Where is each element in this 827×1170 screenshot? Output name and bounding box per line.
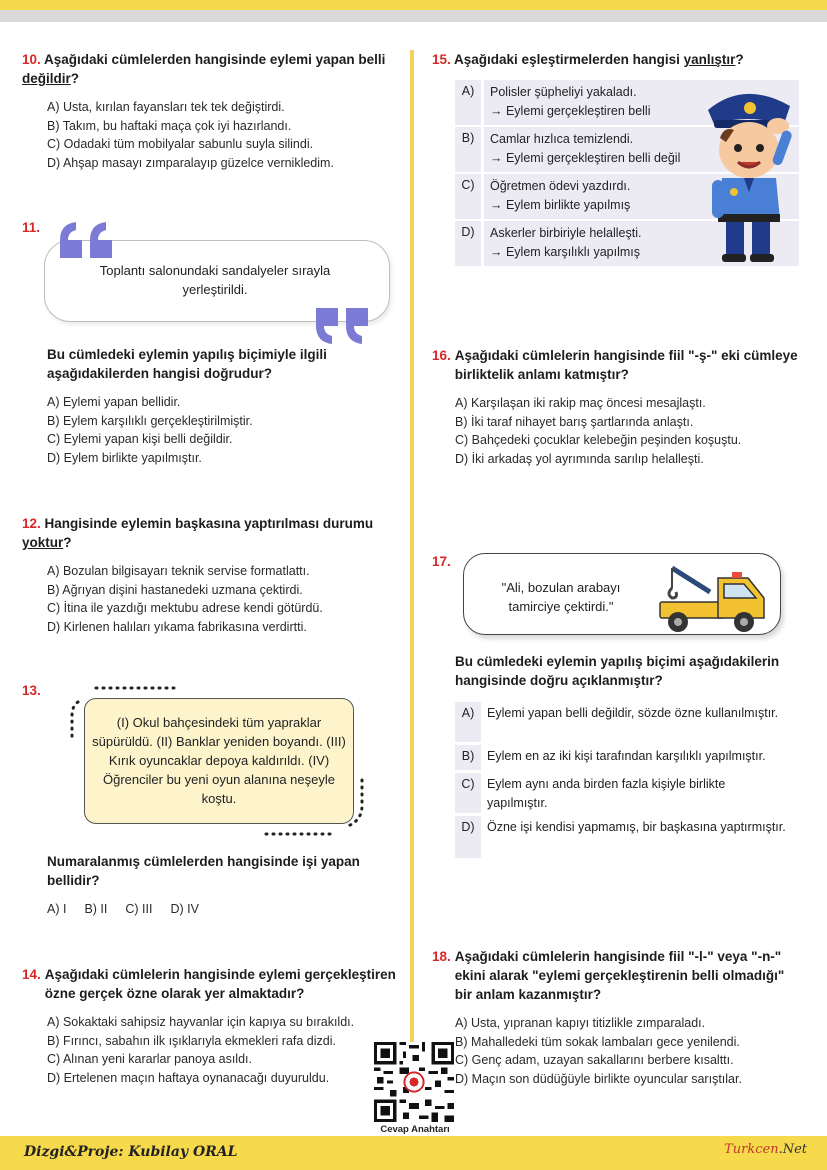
question-12-stem: 12. Hangisinde eylemin başkasına yaptırılması durumu yoktur? (22, 516, 374, 550)
option-label: D) (455, 816, 481, 858)
quote-text: Toplantı salonundaki sandalyeler sırayla yerleştirildi. (99, 263, 331, 297)
answer-table (455, 702, 795, 861)
option-b: B) Mahalledeki tüm sokak lambaları gece yenilendi. (455, 1034, 740, 1049)
option-a: A) Karşılaşan iki rakip maç öncesi mesajlaştı. (455, 396, 706, 410)
option-c: C) III (125, 902, 153, 916)
option-label: C) (455, 773, 481, 813)
option-label: D) (455, 221, 481, 266)
qr-code-icon[interactable] (374, 1042, 454, 1122)
brand-logo: Turkcen.Net (724, 1142, 807, 1157)
question-16 (432, 346, 800, 468)
option-label: A) (455, 702, 481, 742)
question-17-stem: Bu cümledeki eylemin yapılış biçimi aşağıdakilerin hangisinde doğru açıklanmıştır? (455, 654, 780, 688)
question-15 (432, 50, 802, 69)
option-body: Askerler birbiriyle helalleşti. → Eylem karşılıklı yapılmış (484, 221, 799, 266)
question-number: 10. (22, 52, 41, 67)
question-15-stem: 15. Aşağıdaki eşleştirmelerden hangisi yanlıştır? (432, 52, 744, 67)
close-quote-icon (314, 306, 374, 346)
tow-truck-icon (652, 558, 774, 636)
question-17-number-wrap (432, 554, 451, 569)
question-number: 18. (432, 949, 451, 964)
question-10 (22, 50, 392, 172)
option-body: Eylemi yapan belli değildir, sözde özne kullanılmıştır. (487, 706, 779, 720)
option-b: B) Ağrıyan dişini hastanedeki uzmana çektirdi. (47, 582, 303, 597)
numbered-sentences-text: (I) Okul bahçesindeki tüm yapraklar süpürüldü. (II) Banklar yeniden boyandı. (III) Kırık oyuncaklar depoya kaldırıldı. (IV) Öğrenciler bu yeni oyun alanına neşeyle koştu. (92, 715, 346, 806)
option-b: B) Fırıncı, sabahın ilk ışıklarıyla ekmekleri rafa dizdi. (47, 1033, 336, 1048)
question-13-stem: Numaralanmış cümlelerden hangisinde işi yapan bellidir? (47, 854, 360, 888)
option-c: C) Genç adam, uzayan sakallarını berbere kısalttı. (455, 1053, 734, 1067)
question-13 (47, 852, 397, 919)
answer-row (455, 816, 795, 858)
option-body: Camlar hızlıca temizlendi. → Eylemi gerçekleştiren belli değil (484, 127, 799, 172)
answer-row (455, 745, 795, 770)
question-10-stem: 10. Aşağıdaki cümlelerden hangisinde eylemi yapan belli değildir? (22, 52, 386, 86)
option-a: A) I (47, 902, 67, 916)
option-d: D) Ahşap masayı zımparalayıp güzelce vernikledim. (47, 155, 334, 170)
option-d: D) IV (170, 902, 199, 916)
option-body: Eylem en az iki kişi tarafından karşılıklı yapılmıştır. (487, 749, 766, 763)
option-body: Öğretmen ödevi yazdırdı. → Eylem birlikte yapılmış (484, 174, 799, 219)
option-b: B) Eylem karşılıklı gerçekleştirilmiştir. (47, 413, 253, 428)
question-number: 14. (22, 967, 41, 982)
option-d: D) İki arkadaş yol ayrımında sarılıp helalleşti. (455, 451, 704, 466)
option-label: B) (455, 127, 481, 172)
question-14-stem: 14. Aşağıdaki cümlelerin hangisinde eylemi gerçekleştiren özne gerçek özne olarak yer almaktadır? (22, 967, 396, 1001)
option-c: C) Alınan yeni kararlar panoya asıldı. (47, 1052, 252, 1066)
quote-text: "Ali, bozulan arabayı tamirciye çektirdi." (501, 580, 621, 614)
open-quote-icon (58, 220, 118, 260)
answer-row (455, 773, 795, 813)
question-11-number-wrap (22, 220, 40, 235)
question-number: 12. (22, 516, 41, 531)
answer-row (455, 702, 795, 742)
page-footer (0, 1136, 827, 1170)
option-c: C) Bahçedeki çocuklar kelebeğin peşinden koşuştu. (455, 433, 742, 447)
option-d: D) Kirlenen halıları yıkama fabrikasına verdirtti. (47, 619, 307, 634)
question-17 (455, 652, 800, 690)
option-c: C) Odadaki tüm mobilyalar sabunlu suyla silindi. (47, 137, 314, 151)
option-d: D) Maçın son düdüğüyle birlikte oyuncular sarıştılar. (455, 1071, 742, 1086)
question-11 (47, 345, 397, 467)
question-number: 13. (22, 683, 41, 698)
option-a: A) Bozulan bilgisayarı teknik servise formatlattı. (47, 564, 310, 578)
option-label: A) (455, 80, 481, 125)
top-gray-band (0, 10, 827, 22)
question-number: 17. (432, 554, 451, 569)
option-body: Eylem aynı anda birden fazla kişiyle birlikte yapılmıştır. (487, 777, 726, 810)
option-b: B) II (84, 902, 108, 916)
option-a: A) Sokaktaki sahipsiz hayvanlar için kapıya su bırakıldı. (47, 1015, 355, 1029)
question-12 (22, 514, 397, 636)
question-11-stem: Bu cümledeki eylemin yapılış biçimiyle ilgili aşağıdakilerden hangisi doğrudur? (47, 347, 327, 381)
column-divider (410, 50, 414, 1090)
option-d: D) Eylem birlikte yapılmıştır. (47, 450, 202, 465)
option-label: B) (455, 745, 481, 770)
option-d: D) Ertelenen maçın haftaya oynanacağı duyuruldu. (47, 1070, 330, 1085)
option-b: B) İki taraf nihayet barış şartlarında anlaştı. (455, 414, 694, 429)
option-c: C) Eylemi yapan kişi belli değildir. (47, 432, 233, 446)
question-number: 11. (22, 220, 41, 235)
option-c: C) İtina ile yazdığı mektubu adrese kendi götürdü. (47, 601, 323, 615)
credit-text: Dizgi&Proje: Kubilay ORAL (24, 1144, 238, 1160)
question-18-stem: 18. Aşağıdaki cümlelerin hangisinde fiil "-l-" veya "-n-" ekini alarak "eylemi gerçekleştirenin belli olmadığı" bir anlam kazanmıştır? (432, 949, 785, 1002)
qr-code-label: Cevap Anahtarı (380, 1124, 450, 1135)
question-number: 15. (432, 52, 451, 67)
police-officer-icon (694, 80, 800, 264)
option-a: A) Usta, yıpranan kapıyı titizlikle zımparaladı. (455, 1016, 706, 1030)
option-body: Özne işi kendisi yapmamış, bir başkasına yaptırmıştır. (487, 820, 786, 834)
option-body: Polisler şüpheliyi yakaladı. → Eylemi gerçekleştiren belli (484, 80, 799, 125)
option-b: B) Takım, bu haftaki maça çok iyi hazırlandı. (47, 118, 292, 133)
option-a: A) Usta, kırılan fayansları tek tek değiştirdi. (47, 100, 285, 114)
question-18 (432, 947, 802, 1088)
top-color-band (0, 0, 827, 10)
option-a: A) Eylemi yapan bellidir. (47, 395, 181, 409)
question-number: 16. (432, 348, 451, 363)
question-13-number-wrap (22, 683, 41, 698)
numbered-sentences-box (84, 698, 354, 824)
question-16-stem: 16. Aşağıdaki cümlelerin hangisinde fiil "-ş-" eki cümleye birliktelik anlamı katmıştır? (432, 348, 798, 382)
question-14 (22, 965, 397, 1087)
option-label: C) (455, 174, 481, 219)
